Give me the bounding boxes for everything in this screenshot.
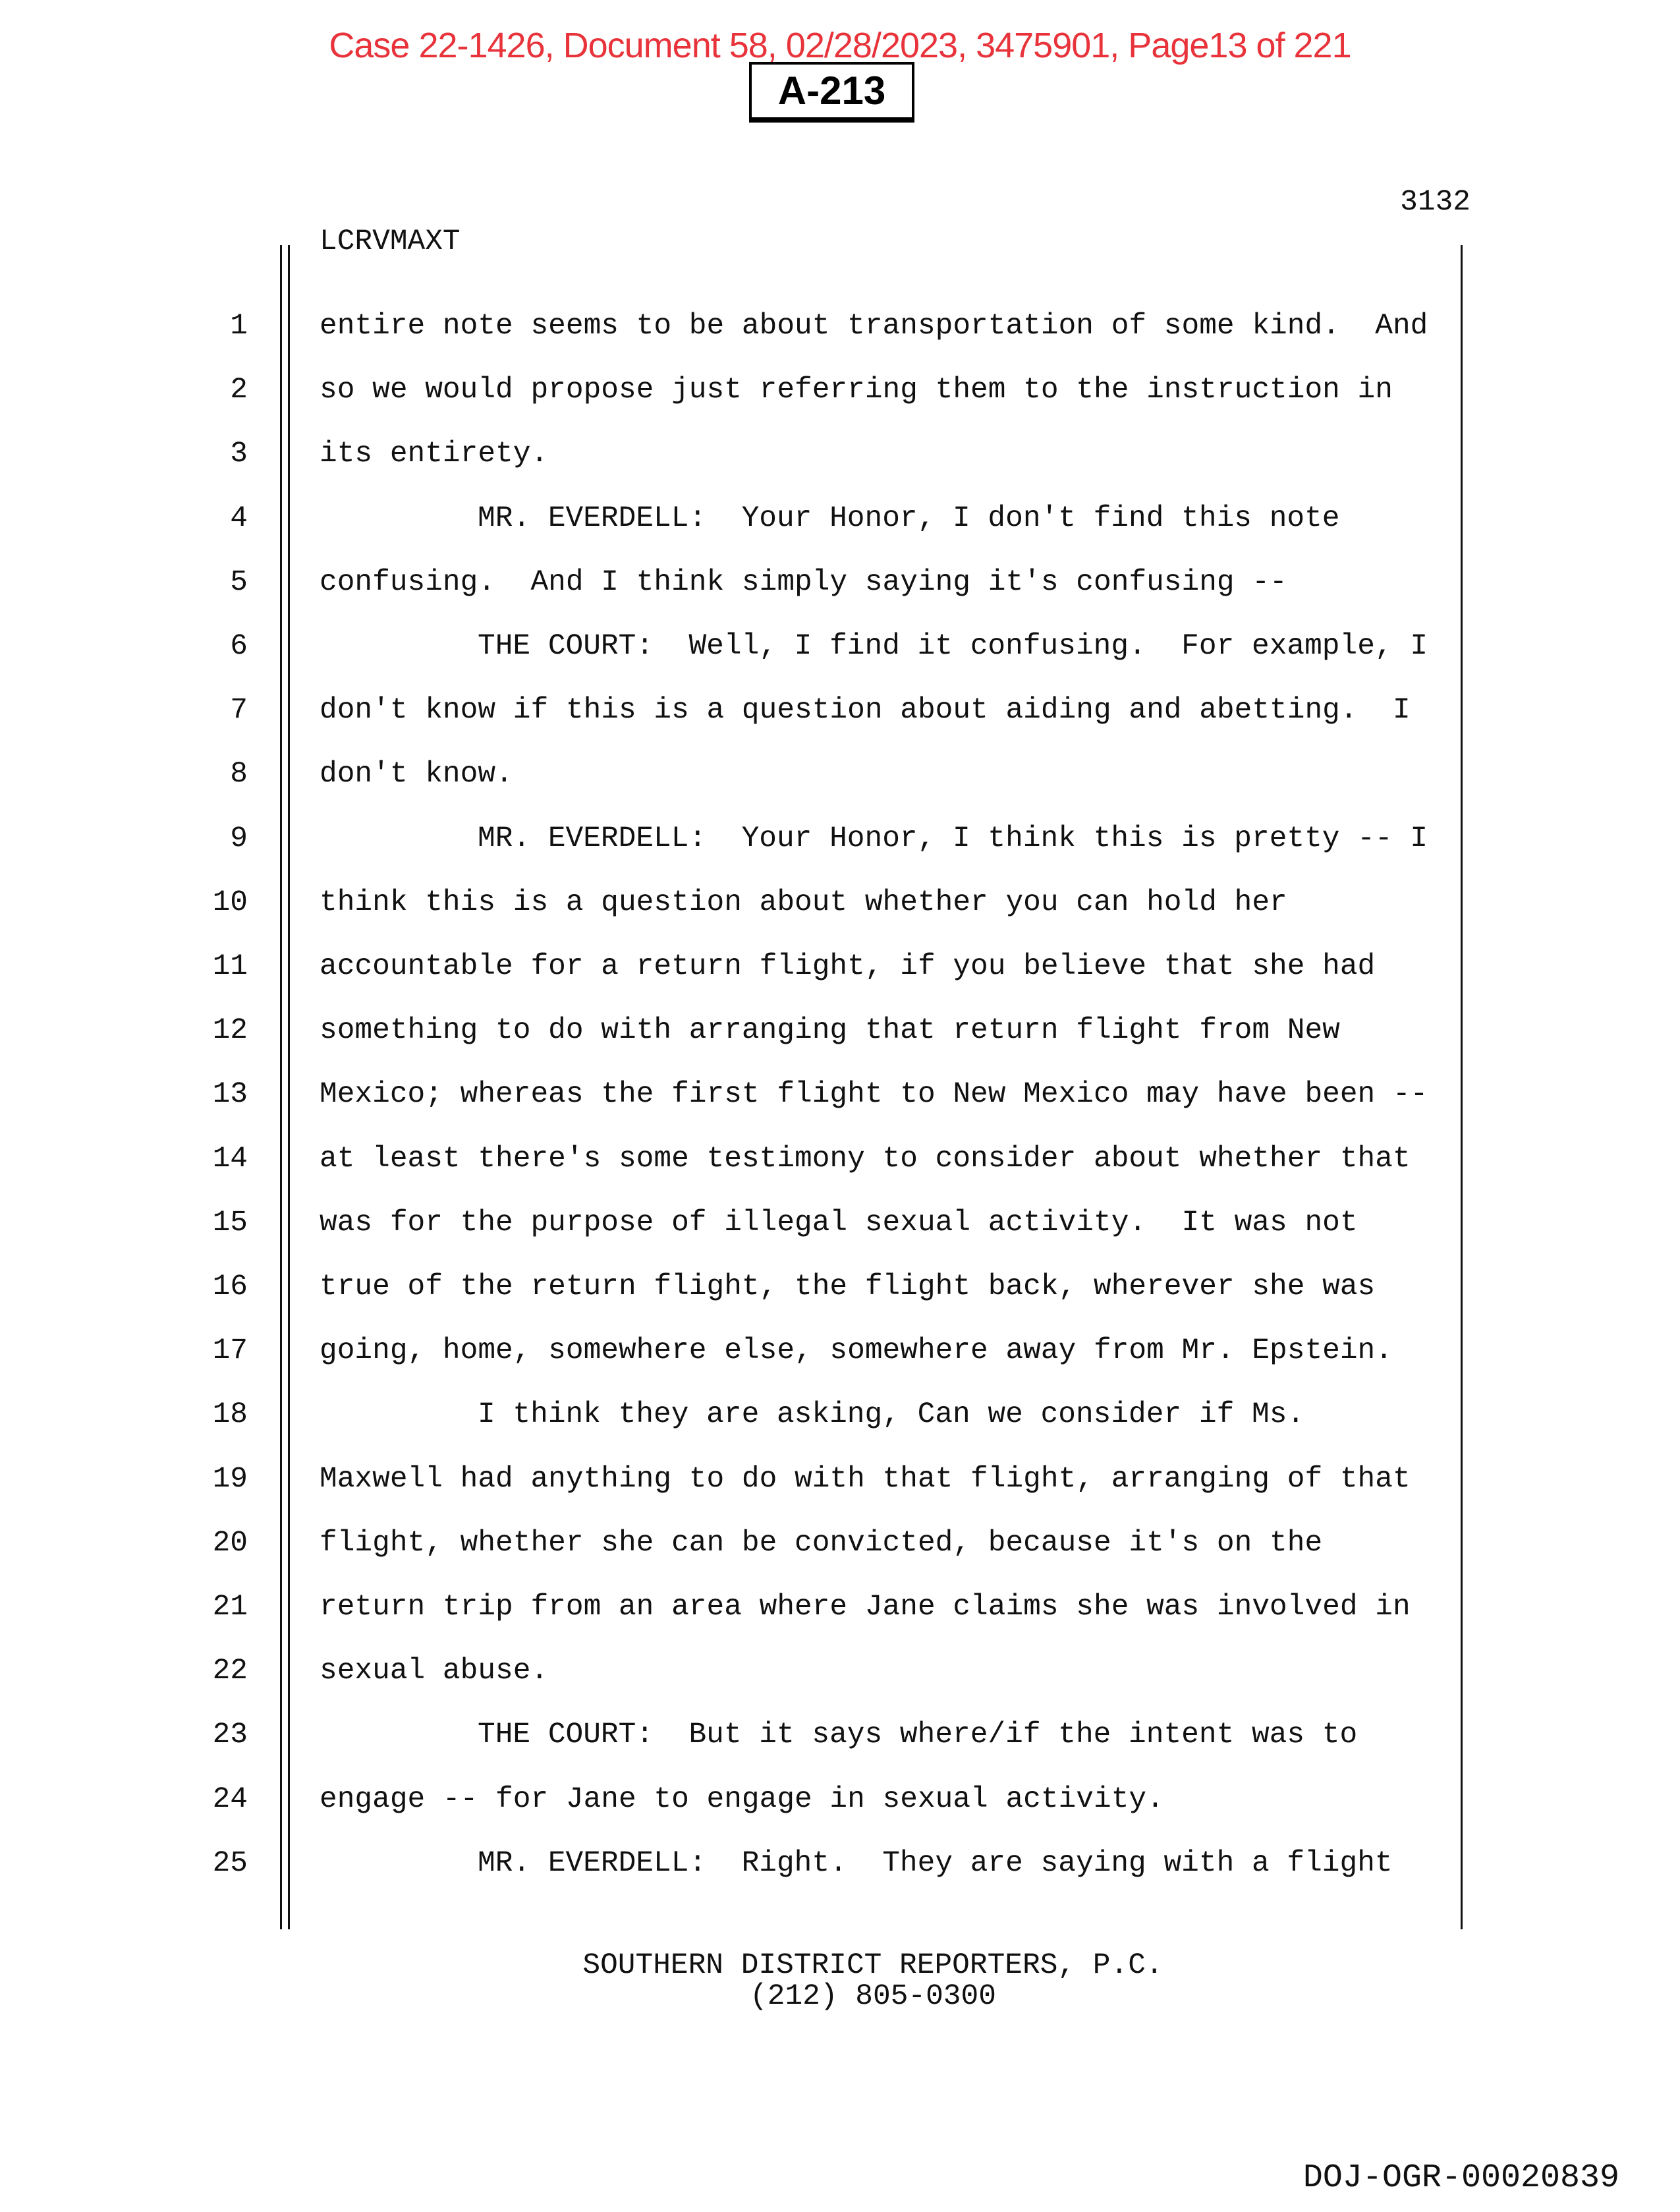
line-text: sexual abuse. [320,1655,549,1688]
line-text: Mexico; whereas the first flight to New Mexico may have been -- [320,1078,1428,1112]
line-number: 8 [230,758,248,791]
line-text: MR. EVERDELL: Right. They are saying with a flight [478,1846,1393,1880]
line-text: THE COURT: But it says where/if the intent was to [478,1718,1358,1752]
line-text: don't know. [320,758,513,791]
line-number: 18 [212,1398,248,1432]
line-number: 23 [212,1718,248,1752]
line-text: THE COURT: Well, I find it confusing. For example, I [478,630,1428,663]
line-text: don't know if this is a question about aiding and abetting. I [320,694,1411,727]
left-margin-rule-inner [288,245,290,1929]
line-number: 10 [212,886,248,919]
line-number: 15 [212,1206,248,1239]
line-number: 19 [212,1462,248,1496]
line-text: so we would propose just referring them to the instruction in [320,374,1393,407]
line-text: I think they are asking, Can we consider if Ms. [478,1398,1305,1432]
line-text: engage -- for Jane to engage in sexual activity. [320,1782,1164,1816]
line-number: 3 [230,438,248,471]
line-text: its entirety. [320,438,549,471]
line-text: accountable for a return flight, if you believe that she had [320,950,1376,983]
line-number: 1 [230,310,248,343]
line-number: 17 [212,1334,248,1368]
line-number: 25 [212,1846,248,1880]
line-number: 9 [230,822,248,855]
line-number: 16 [212,1270,248,1303]
line-text: entire note seems to be about transportation of some kind. And [320,310,1428,343]
line-number: 11 [212,950,248,983]
footer-phone: (212) 805-0300 [750,1980,996,2013]
line-number: 24 [212,1782,248,1816]
line-number: 6 [230,630,248,663]
exhibit-label: A-213 [749,62,914,123]
line-number: 2 [230,374,248,407]
right-margin-rule [1461,245,1463,1929]
page-number: 3132 [1400,186,1470,219]
line-text: return trip from an area where Jane claims she was involved in [320,1591,1411,1624]
line-text: confusing. And I think simply saying it's confusing -- [320,565,1287,599]
line-number: 12 [212,1014,248,1048]
line-text: something to do with arranging that return flight from New [320,1014,1340,1048]
case-stamp: Case 22-1426, Document 58, 02/28/2023, 3475901, Page13 of 221 [329,26,1351,65]
line-number: 20 [212,1526,248,1560]
line-text: going, home, somewhere else, somewhere away from Mr. Epstein. [320,1334,1393,1368]
left-margin-rule-outer [280,245,282,1929]
line-number: 5 [230,565,248,599]
line-number: 14 [212,1142,248,1176]
line-text: was for the purpose of illegal sexual activity. It was not [320,1206,1358,1239]
line-text: true of the return flight, the flight back, wherever she was [320,1270,1376,1303]
line-number: 21 [212,1591,248,1624]
line-number: 13 [212,1078,248,1112]
line-text: Maxwell had anything to do with that flight, arranging of that [320,1462,1411,1496]
line-text: MR. EVERDELL: Your Honor, I think this is pretty -- I [478,822,1428,855]
line-number: 4 [230,501,248,535]
footer-reporter: SOUTHERN DISTRICT REPORTERS, P.C. [582,1949,1163,1982]
line-text: flight, whether she can be convicted, because it's on the [320,1526,1323,1560]
line-number: 7 [230,694,248,727]
line-text: at least there's some testimony to consider about whether that [320,1142,1411,1176]
line-text: MR. EVERDELL: Your Honor, I don't find this note [478,501,1340,535]
bates-number: DOJ-OGR-00020839 [1302,2159,1619,2197]
line-text: think this is a question about whether you can hold her [320,886,1287,919]
header-code: LCRVMAXT [320,225,461,258]
line-number: 22 [212,1655,248,1688]
